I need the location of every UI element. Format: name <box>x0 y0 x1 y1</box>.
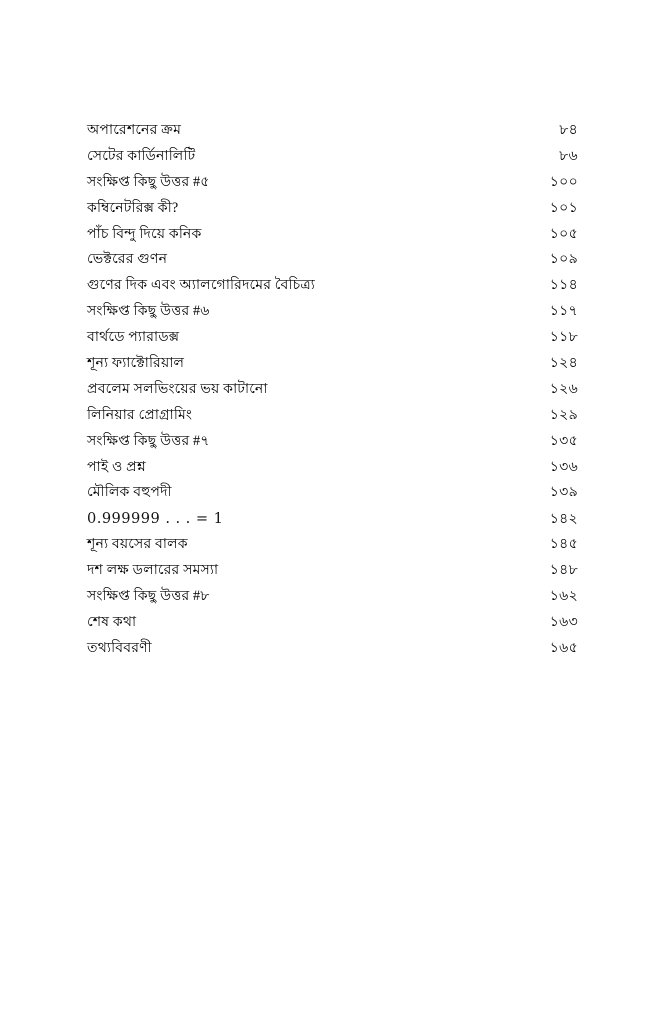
toc-entry-title: দশ লক্ষ ডলারের সমস্যা <box>87 562 219 579</box>
toc-entry-title: 0.999999 . . . = 1 <box>87 510 224 528</box>
toc-entry-title: শূন্য ফ্যাক্টোরিয়াল <box>87 355 185 372</box>
toc-entry[interactable] <box>87 273 578 299</box>
toc-entry-page-number: ১০১ <box>549 199 578 216</box>
toc-entry-page-number: ১৪৫ <box>549 536 578 553</box>
toc-entry-page-number: ১৪৮ <box>549 562 578 579</box>
toc-entry-title: সেটের কার্ডিনালিটি <box>87 147 196 164</box>
toc-entry-page-number: ১৬২ <box>549 588 578 605</box>
toc-entry[interactable] <box>87 610 578 636</box>
toc-entry[interactable] <box>87 325 578 351</box>
toc-entry-title: মৌলিক বহুপদী <box>87 484 172 501</box>
toc-entry[interactable] <box>87 144 578 170</box>
toc-entry-page-number: ১০৯ <box>549 251 578 268</box>
toc-entry-list <box>87 118 578 662</box>
toc-entry-title: প্রবলেম সলভিংয়ের ভয় কাটানো <box>87 380 268 397</box>
toc-entry[interactable] <box>87 170 578 196</box>
toc-entry-title: ভেক্টরের গুণন <box>87 251 168 268</box>
toc-entry[interactable] <box>87 118 578 144</box>
toc-entry-page-number: ১৩৫ <box>549 432 578 449</box>
toc-entry-title: সংক্ষিপ্ত কিছু উত্তর #৮ <box>87 588 210 605</box>
toc-entry-title: বার্থডে প্যারাডক্স <box>87 329 180 346</box>
toc-entry[interactable] <box>87 351 578 377</box>
toc-entry-title: পাঁচ বিন্দু দিয়ে কনিক <box>87 225 202 242</box>
toc-entry-page-number: ৮৪ <box>559 122 578 138</box>
toc-entry-page-number: ১২৪ <box>549 355 578 372</box>
toc-entry[interactable] <box>87 480 578 506</box>
toc-entry[interactable] <box>87 377 578 403</box>
toc-entry-page-number: ৮৬ <box>559 147 578 164</box>
toc-entry[interactable] <box>87 299 578 325</box>
toc-entry-title: সংক্ষিপ্ত কিছু উত্তর #৭ <box>87 432 210 449</box>
toc-entry-page-number: ১০০ <box>549 173 578 190</box>
toc-entry-page-number: ১২৬ <box>549 380 578 397</box>
toc-entry[interactable] <box>87 222 578 248</box>
toc-entry-title: লিনিয়ার প্রোগ্রামিং <box>87 406 193 423</box>
toc-entry[interactable] <box>87 584 578 610</box>
toc-entry-title: শেষ কথা <box>87 613 137 630</box>
toc-entry-title: পাই ও প্রশ্ন <box>87 458 146 475</box>
toc-entry[interactable] <box>87 636 578 662</box>
toc-entry-title: তথ্যবিবরণী <box>87 639 152 656</box>
toc-entry-title: অপারেশনের ক্রম <box>87 122 182 138</box>
toc-entry-title: গুণের দিক এবং অ্যালগোরিদমের বৈচিত্র্য <box>87 277 315 294</box>
toc-entry-title: কম্বিনেটরিক্স কী? <box>87 199 179 216</box>
toc-entry-title: সংক্ষিপ্ত কিছু উত্তর #৫ <box>87 173 210 190</box>
toc-entry-page-number: ১৬৩ <box>549 613 578 630</box>
toc-entry[interactable] <box>87 455 578 481</box>
toc-entry-page-number: ১৩৬ <box>549 458 578 475</box>
toc-entry[interactable] <box>87 196 578 222</box>
toc-entry-title: সংক্ষিপ্ত কিছু উত্তর #৬ <box>87 303 210 320</box>
toc-entry-title: শূন্য বয়সের বালক <box>87 536 188 553</box>
toc-entry-page-number: ১৩৯ <box>549 484 578 501</box>
toc-entry[interactable] <box>87 506 578 532</box>
toc-entry-page-number: ১০৫ <box>549 225 578 242</box>
toc-entry[interactable] <box>87 532 578 558</box>
toc-entry[interactable] <box>87 558 578 584</box>
toc-entry-page-number: ১৬৫ <box>549 639 578 656</box>
toc-entry-page-number: ১২৯ <box>549 406 578 423</box>
toc-entry-page-number: ১১৪ <box>549 277 578 294</box>
toc-entry[interactable] <box>87 403 578 429</box>
toc-entry-page-number: ১১৮ <box>549 329 578 346</box>
toc-entry[interactable] <box>87 429 578 455</box>
toc-entry[interactable] <box>87 247 578 273</box>
toc-entry-page-number: ১৪২ <box>549 511 578 528</box>
toc-entry-page-number: ১১৭ <box>549 303 578 320</box>
